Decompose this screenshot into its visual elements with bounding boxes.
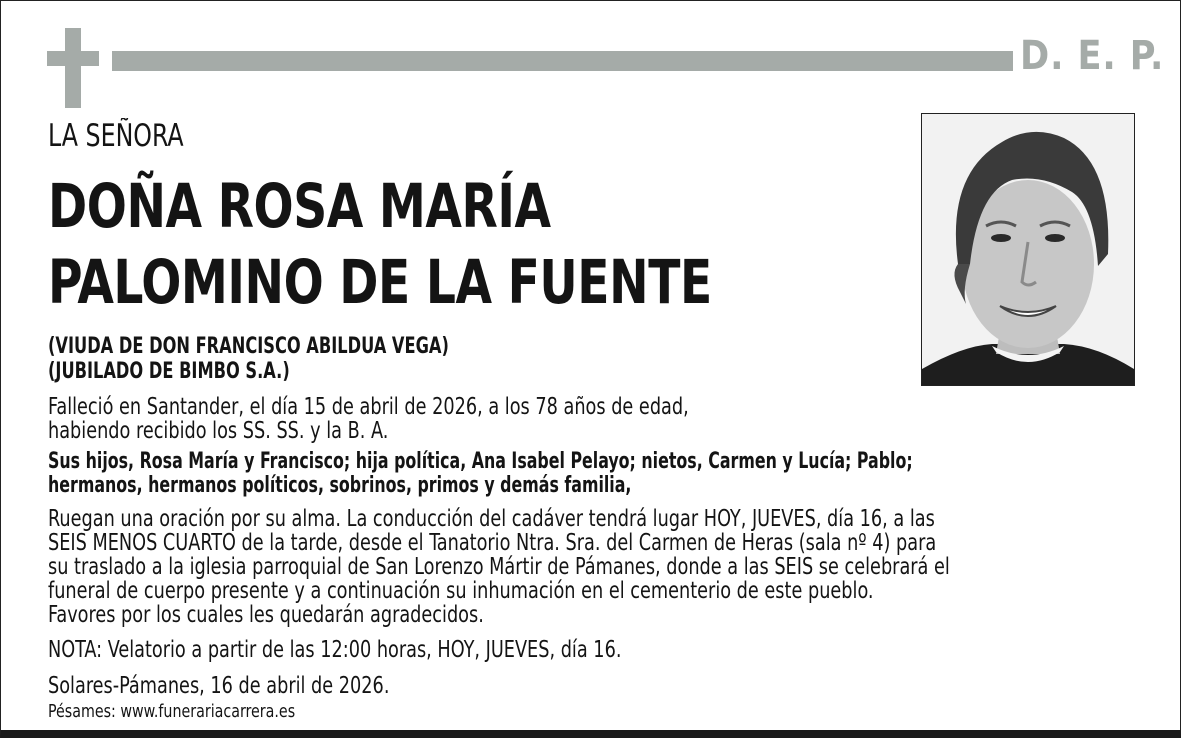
nota-line: NOTA: Velatorio a partir de las 12:00 horas, HOY, JUEVES, día 16. xyxy=(48,637,622,663)
header-rule xyxy=(112,51,1013,71)
dep-label: D. E. P. xyxy=(1020,33,1165,79)
widow-note: (VIUDA DE DON FRANCISCO ABILDUA VEGA) xyxy=(48,334,449,359)
deceased-name-line2: PALOMINO DE LA FUENTE xyxy=(48,247,712,318)
place-date: Solares-Pámanes, 16 de abril de 2026. xyxy=(48,673,390,699)
ceremony-line3: su traslado a la iglesia parroquial de San Lorenzo Mártir de Pámanes, donde a las SEIS se celebrará el xyxy=(48,554,950,580)
death-line2: habiendo recibido los SS. SS. y la B. A. xyxy=(48,418,389,444)
family-line1: Sus hijos, Rosa María y Francisco; hija política, Ana Isabel Pelayo; nietos, Carmen y Lucía; Pablo; xyxy=(48,449,913,474)
portrait-photo xyxy=(921,113,1135,386)
family-line2: hermanos, hermanos políticos, sobrinos, primos y demás familia, xyxy=(48,473,632,498)
deceased-name-line1: DOÑA ROSA MARÍA xyxy=(48,171,551,242)
condolences-line: Pésames: www.funerariacarrera.es xyxy=(48,701,296,722)
ceremony-line1: Ruegan una oración por su alma. La conducción del cadáver tendrá lugar HOY, JUEVES, día 16, a las xyxy=(48,506,935,532)
ceremony-line2: SEIS MENOS CUARTO de la tarde, desde el Tanatorio Ntra. Sra. del Carmen de Heras (sala nº 4) para xyxy=(48,530,937,556)
death-line1: Falleció en Santander, el día 15 de abril de 2026, a los 78 años de edad, xyxy=(48,394,689,420)
retired-note: (JUBILADO DE BIMBO S.A.) xyxy=(48,359,290,384)
cross-icon xyxy=(47,28,99,108)
ceremony-line4: funeral de cuerpo presente y a continuación su inhumación en el cementerio de este pueblo. xyxy=(48,578,874,604)
honorific: LA SEÑORA xyxy=(48,118,184,154)
ceremony-line5: Favores por los cuales les quedarán agradecidos. xyxy=(48,602,484,628)
